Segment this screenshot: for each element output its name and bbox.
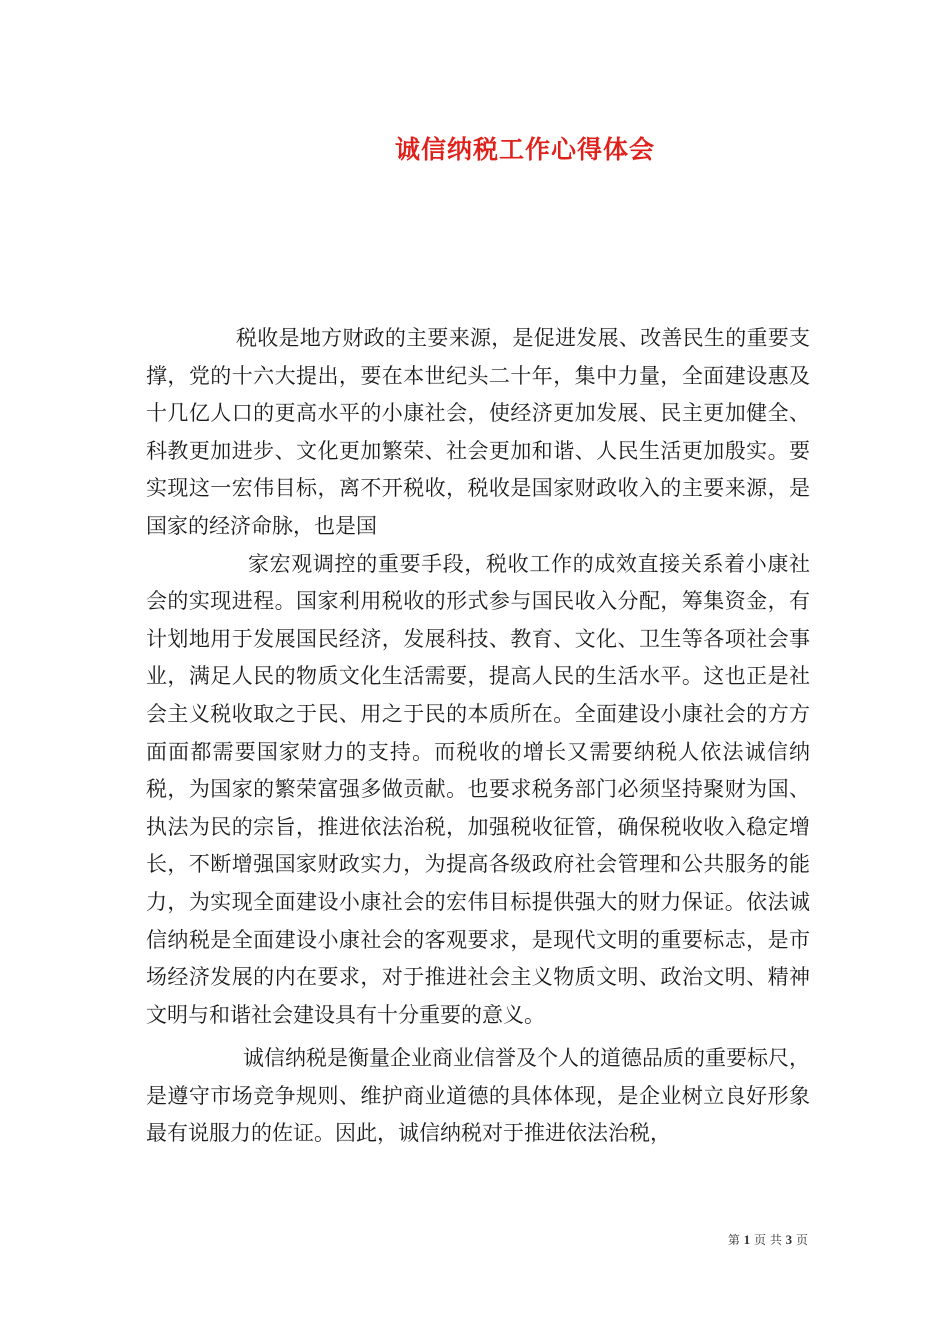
total-pages-number: 3 — [785, 1232, 793, 1247]
footer-prefix: 第 — [727, 1233, 740, 1247]
footer-middle: 页 共 — [754, 1233, 782, 1247]
paragraph-2: 家宏观调控的重要手段，税收工作的成效直接关系着小康社会的实现进程。国家利用税收的形式参与国民收入分配，筹集资金，有计划地用于发展国民经济，发展科技、教育、文化、卫生等各项社会事业，满足人民的物质文化生活需要，提高人民的生活水平。这也正是社会主义税收取之于民、用之于民的本质所在。全面建设小康社会的方方面面都需要国家财力的支持。而税收的增长又需要纳税人依法诚信纳税，为国家的繁荣富强多做贡献。也要求税务部门必须坚持聚财为国、执法为民的宗旨，推进依法治税，加强税收征管，确保税收收入稳定增长，不断增强国家财政实力，为提高各级政府社会管理和公共服务的能力，为实现全面建设小康社会的宏伟目标提供强大的财力保证。依法诚信纳税是全面建设小康社会的客观要求，是现代文明的重要标志，是市场经济发展的内在要求，对于推进社会主义物质文明、政治文明、精神文明与和谐社会建设具有十分重要的意义。 — [146, 551, 810, 1027]
paragraph-3: 诚信纳税是衡量企业商业信誉及个人的道德品质的重要标尺，是遵守市场竞争规则、维护商业道德的具体体现，是企业树立良好形象最有说服力的佐证。因此，诚信纳税对于推进依法治税， — [146, 1046, 810, 1146]
current-page-number: 1 — [743, 1232, 751, 1247]
page-title: 诚信纳税工作心得体会 — [394, 135, 655, 164]
paragraph-1: 税收是地方财政的主要来源，是促进发展、改善民生的重要支撑，党的十六大提出，要在本世纪头二十年，集中力量，全面建设惠及十几亿人口的更高水平的小康社会，使经济更加发展、民主更加健全、科教更加进步、文化更加繁荣、社会更加和谐、人民生活更加殷实。要实现这一宏伟目标，离不开税收，税收是国家财政收入的主要来源，是国家的经济命脉，也是国 — [146, 326, 810, 538]
document-body — [146, 320, 810, 1153]
page-number-footer — [0, 1232, 808, 1248]
footer-suffix: 页 — [795, 1233, 808, 1247]
